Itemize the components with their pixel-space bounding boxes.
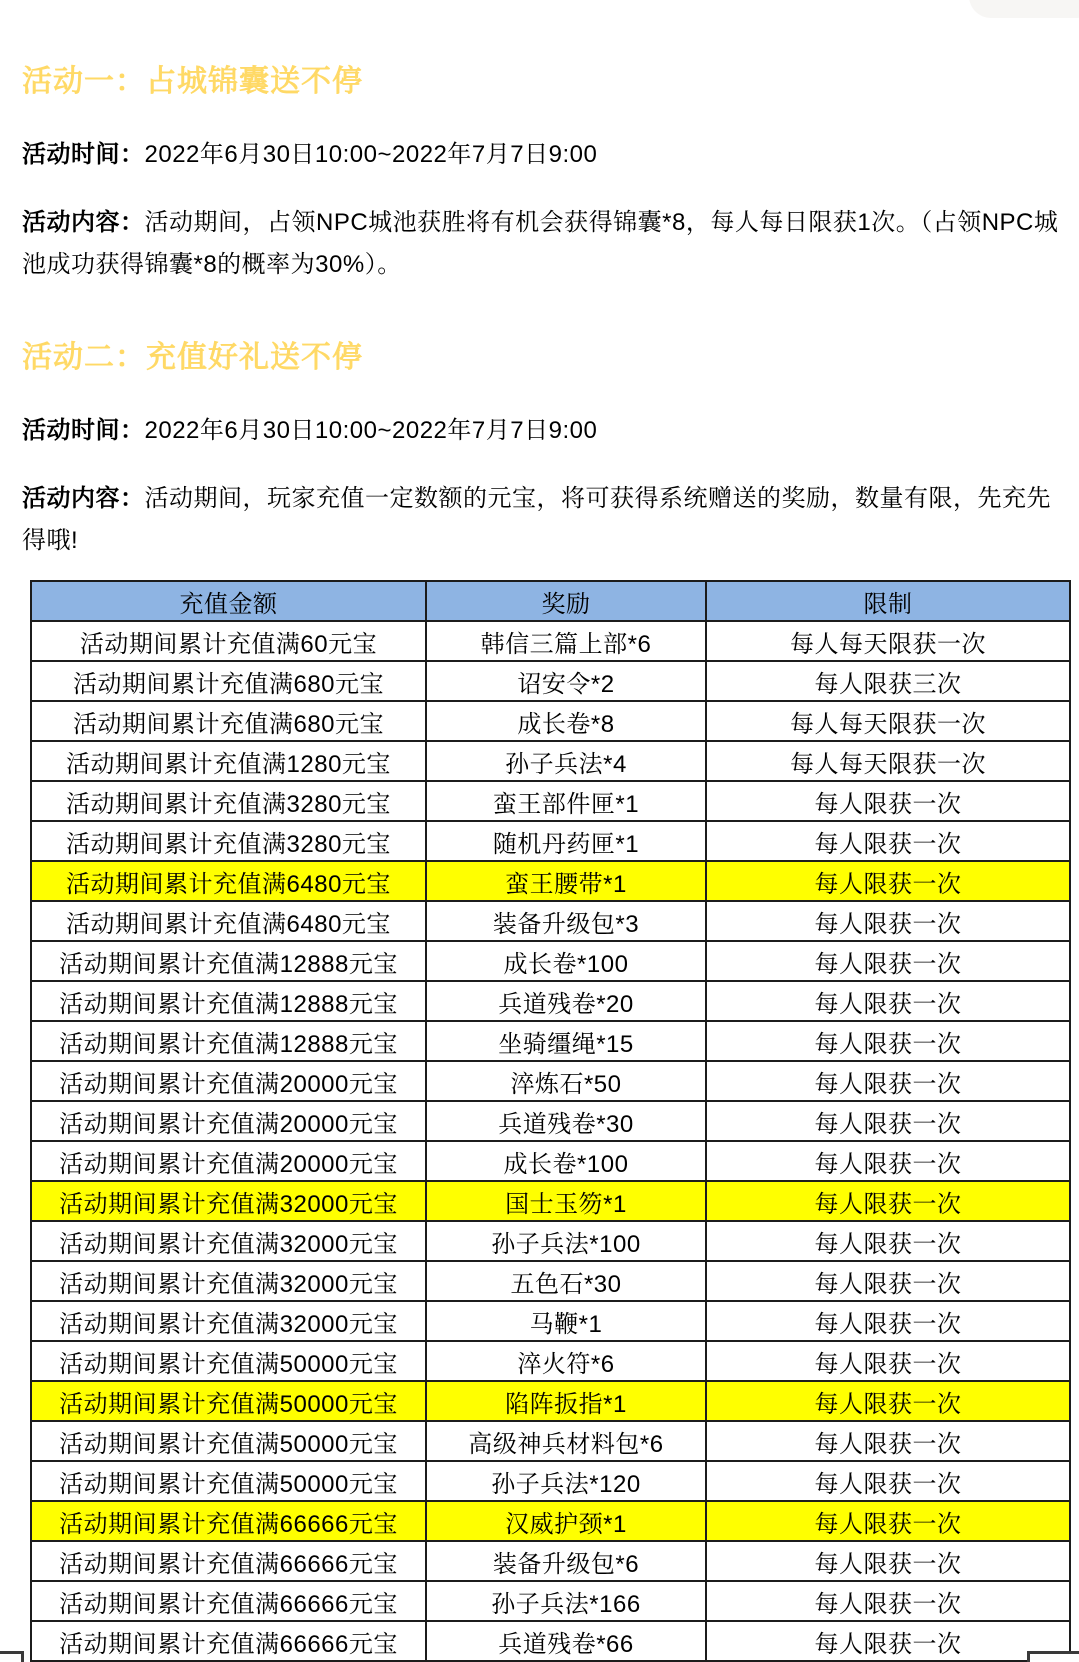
event-1-content-label: 活动内容：	[22, 209, 145, 236]
table-cell-amount: 活动期间累计充值满50000元宝	[31, 1341, 426, 1381]
table-cell-limit: 每人每天限获一次	[706, 621, 1070, 661]
table-cell-amount: 活动期间累计充值满32000元宝	[31, 1181, 426, 1221]
reward-table-body	[31, 621, 1070, 1661]
table-cell-limit: 每人限获一次	[706, 1061, 1070, 1101]
table-cell-limit: 每人限获一次	[706, 1141, 1070, 1181]
table-cell-reward: 蛮王腰带*1	[426, 861, 706, 901]
reward-table-header	[31, 581, 1070, 621]
table-cell-amount: 活动期间累计充值满3280元宝	[31, 781, 426, 821]
table-cell-amount: 活动期间累计充值满20000元宝	[31, 1061, 426, 1101]
table-row	[31, 1461, 1070, 1501]
table-cell-limit: 每人限获一次	[706, 981, 1070, 1021]
event-1-time-value: 2022年6月30日10:00~2022年7月7日9:00	[144, 141, 598, 168]
recharge-reward-table	[30, 580, 1071, 1662]
table-row	[31, 861, 1070, 901]
table-cell-amount: 活动期间累计充值满66666元宝	[31, 1541, 426, 1581]
table-cell-amount: 活动期间累计充值满20000元宝	[31, 1101, 426, 1141]
table-cell-amount: 活动期间累计充值满32000元宝	[31, 1261, 426, 1301]
table-cell-reward: 兵道残卷*66	[426, 1621, 706, 1661]
table-cell-limit: 每人每天限获一次	[706, 741, 1070, 781]
table-cell-amount: 活动期间累计充值满12888元宝	[31, 1021, 426, 1061]
table-row	[31, 1061, 1070, 1101]
table-cell-amount: 活动期间累计充值满680元宝	[31, 661, 426, 701]
table-row	[31, 1381, 1070, 1421]
table-cell-amount: 活动期间累计充值满50000元宝	[31, 1421, 426, 1461]
table-cell-limit: 每人限获一次	[706, 1301, 1070, 1341]
table-cell-amount: 活动期间累计充值满50000元宝	[31, 1381, 426, 1421]
table-cell-reward: 高级神兵材料包*6	[426, 1421, 706, 1461]
table-cell-reward: 韩信三篇上部*6	[426, 621, 706, 661]
table-cell-reward: 孙子兵法*120	[426, 1461, 706, 1501]
table-cell-limit: 每人限获一次	[706, 821, 1070, 861]
event-2-time	[22, 410, 1069, 452]
table-row	[31, 701, 1070, 741]
table-row	[31, 941, 1070, 981]
table-cell-reward: 陷阵扳指*1	[426, 1381, 706, 1421]
table-cell-reward: 诏安令*2	[426, 661, 706, 701]
table-cell-reward: 兵道残卷*20	[426, 981, 706, 1021]
table-cell-amount: 活动期间累计充值满20000元宝	[31, 1141, 426, 1181]
table-cell-reward: 坐骑缰绳*15	[426, 1021, 706, 1061]
table-cell-amount: 活动期间累计充值满32000元宝	[31, 1221, 426, 1261]
column-header-amount: 充值金额	[31, 581, 426, 621]
table-row	[31, 1421, 1070, 1461]
table-cell-reward: 孙子兵法*166	[426, 1581, 706, 1621]
event-2-time-label: 活动时间：	[22, 417, 145, 444]
table-cell-limit: 每人限获一次	[706, 1581, 1070, 1621]
table-row	[31, 821, 1070, 861]
table-cell-reward: 蛮王部件匣*1	[426, 781, 706, 821]
event-1-time	[22, 134, 1069, 176]
table-header-row	[31, 581, 1070, 621]
table-row	[31, 1301, 1070, 1341]
table-cell-amount: 活动期间累计充值满12888元宝	[31, 941, 426, 981]
table-cell-limit: 每人限获一次	[706, 861, 1070, 901]
table-cell-reward: 五色石*30	[426, 1261, 706, 1301]
table-cell-limit: 每人限获一次	[706, 941, 1070, 981]
table-cell-reward: 装备升级包*3	[426, 901, 706, 941]
table-cell-amount: 活动期间累计充值满1280元宝	[31, 741, 426, 781]
table-cell-limit: 每人每天限获一次	[706, 701, 1070, 741]
table-cell-amount: 活动期间累计充值满680元宝	[31, 701, 426, 741]
table-cell-reward: 孙子兵法*100	[426, 1221, 706, 1261]
table-cell-limit: 每人限获一次	[706, 1621, 1070, 1661]
column-header-limit: 限制	[706, 581, 1070, 621]
table-cell-reward: 成长卷*100	[426, 1141, 706, 1181]
table-row	[31, 1621, 1070, 1661]
table-row	[31, 1101, 1070, 1141]
table-cell-limit: 每人限获一次	[706, 1181, 1070, 1221]
table-row	[31, 781, 1070, 821]
table-row	[31, 1221, 1070, 1261]
table-cell-limit: 每人限获一次	[706, 781, 1070, 821]
table-cell-limit: 每人限获一次	[706, 1461, 1070, 1501]
table-cell-amount: 活动期间累计充值满66666元宝	[31, 1501, 426, 1541]
event-1-heading: 活动一：占城锦囊送不停	[22, 65, 363, 98]
event-section-1	[22, 56, 1069, 286]
table-cell-amount: 活动期间累计充值满6480元宝	[31, 901, 426, 941]
table-cell-reward: 国士玉笏*1	[426, 1181, 706, 1221]
table-cell-limit: 每人限获一次	[706, 1021, 1070, 1061]
event-1-content	[22, 202, 1069, 286]
table-cell-amount: 活动期间累计充值满12888元宝	[31, 981, 426, 1021]
table-cell-reward: 装备升级包*6	[426, 1541, 706, 1581]
table-cell-limit: 每人限获一次	[706, 1261, 1070, 1301]
table-cell-reward: 淬炼石*50	[426, 1061, 706, 1101]
table-cell-limit: 每人限获一次	[706, 1541, 1070, 1581]
event-1-content-value: 活动期间，占领NPC城池获胜将有机会获得锦囊*8，每人每日限获1次。（占领NPC城池成功获得锦囊*8的概率为30%）。	[22, 209, 1059, 278]
table-row	[31, 1581, 1070, 1621]
event-2-content	[22, 478, 1069, 562]
table-row	[31, 1141, 1070, 1181]
table-cell-amount: 活动期间累计充值满6480元宝	[31, 861, 426, 901]
event-section-2	[22, 332, 1069, 562]
table-row	[31, 981, 1070, 1021]
next-table-partial-left	[0, 1651, 24, 1662]
table-row	[31, 1181, 1070, 1221]
table-cell-amount: 活动期间累计充值满60元宝	[31, 621, 426, 661]
event-2-time-value: 2022年6月30日10:00~2022年7月7日9:00	[144, 417, 598, 444]
table-cell-limit: 每人限获一次	[706, 1381, 1070, 1421]
table-cell-amount: 活动期间累计充值满3280元宝	[31, 821, 426, 861]
table-cell-amount: 活动期间累计充值满66666元宝	[31, 1621, 426, 1661]
table-cell-reward: 兵道残卷*30	[426, 1101, 706, 1141]
table-row	[31, 1541, 1070, 1581]
table-cell-reward: 成长卷*100	[426, 941, 706, 981]
event-1-time-label: 活动时间：	[22, 141, 145, 168]
next-table-partial-right	[1027, 1651, 1079, 1662]
table-row	[31, 661, 1070, 701]
table-cell-amount: 活动期间累计充值满50000元宝	[31, 1461, 426, 1501]
event-2-content-value: 活动期间，玩家充值一定数额的元宝，将可获得系统赠送的奖励，数量有限，先充先得哦!	[22, 485, 1051, 554]
table-row	[31, 621, 1070, 661]
table-cell-amount: 活动期间累计充值满66666元宝	[31, 1581, 426, 1621]
table-cell-reward: 淬火符*6	[426, 1341, 706, 1381]
table-cell-reward: 汉威护颈*1	[426, 1501, 706, 1541]
table-cell-limit: 每人限获一次	[706, 1101, 1070, 1141]
table-cell-limit: 每人限获一次	[706, 901, 1070, 941]
column-header-reward: 奖励	[426, 581, 706, 621]
event-2-content-label: 活动内容：	[22, 485, 145, 512]
table-row	[31, 741, 1070, 781]
table-cell-reward: 成长卷*8	[426, 701, 706, 741]
table-cell-reward: 孙子兵法*4	[426, 741, 706, 781]
event-2-heading: 活动二：充值好礼送不停	[22, 341, 363, 374]
table-row	[31, 1341, 1070, 1381]
table-row	[31, 901, 1070, 941]
table-cell-limit: 每人限获三次	[706, 661, 1070, 701]
table-row	[31, 1021, 1070, 1061]
table-row	[31, 1261, 1070, 1301]
table-cell-limit: 每人限获一次	[706, 1421, 1070, 1461]
table-cell-amount: 活动期间累计充值满32000元宝	[31, 1301, 426, 1341]
table-cell-limit: 每人限获一次	[706, 1221, 1070, 1261]
table-cell-reward: 马鞭*1	[426, 1301, 706, 1341]
table-cell-limit: 每人限获一次	[706, 1501, 1070, 1541]
table-cell-limit: 每人限获一次	[706, 1341, 1070, 1381]
table-row	[31, 1501, 1070, 1541]
table-cell-reward: 随机丹药匣*1	[426, 821, 706, 861]
